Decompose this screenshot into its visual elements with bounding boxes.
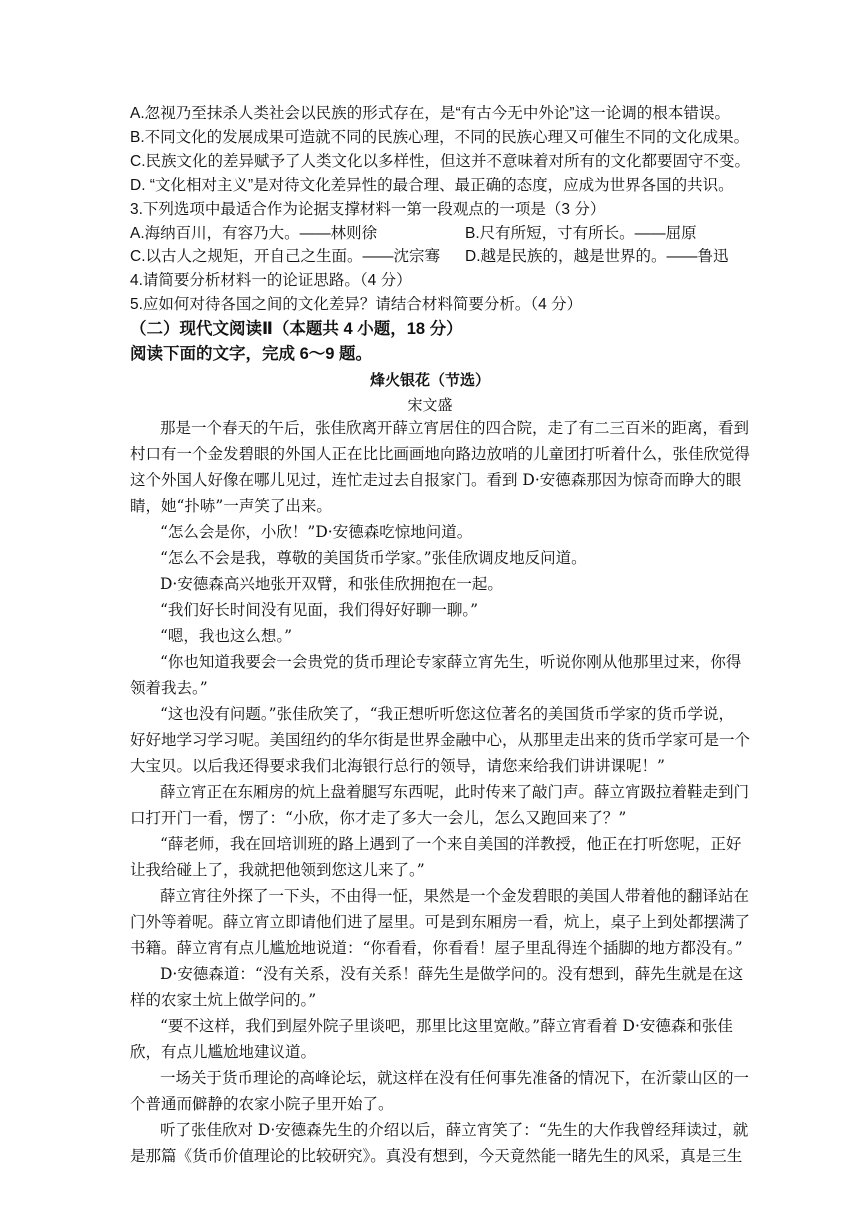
article-line: 睛，她“扑哧”一声笑了出来。 — [130, 497, 332, 515]
article-line: 村口有一个金发碧眼的外国人正在比比画画地向路边放哨的儿童团打听着什么，张佳欣觉得 — [130, 445, 751, 463]
article-line: “薛老师，我在回培训班的路上遇到了一个来自美国的洋教授，他正在打听您呢，正好 — [160, 835, 742, 853]
article-line: 薛立宵往外探了一下头，不由得一怔，果然是一个金发碧眼的美国人带着他的翻译站在 — [160, 887, 750, 905]
q2-option-d: D. “文化相对主义”是对待文化差异性的最合理、最正确的态度，应成为世界各国的共识。 — [130, 177, 734, 194]
article-line: 薛立宵正在东厢房的炕上盘着腿写东西呢，此时传来了敲门声。薛立宵趿拉着鞋走到门 — [160, 783, 750, 801]
q3-option-b: B.尺有所短，寸有所长。——屈原 — [465, 225, 697, 242]
article-line: 口打开门一看，愣了：“小欣，你才走了多大一会儿，怎么又跑回来了？” — [130, 809, 627, 827]
q4-stem: 4.请简要分析材料一的论证思路。（4 分） — [130, 272, 412, 289]
article-line: “这也没有问题。”张佳欣笑了，“我正想听听您这位著名的美国货币学家的货币学说， — [160, 705, 735, 723]
article-line: 好好地学习学习呢。美国纽约的华尔街是世界金融中心，从那里走出来的货币学家可是一个 — [130, 731, 751, 749]
article-title: 烽火银花（节选） — [369, 371, 490, 389]
article-line: “怎么会是你，小欣！”D·安德森吃惊地问道。 — [160, 523, 473, 541]
article-line: 书籍。薛立宵有点儿尴尬地说道：“你看看，你看看！屋子里乱得连个插脚的地方都没有。” — [130, 939, 743, 957]
article-line: 让我给碰上了，我就把他领到您这儿来了。” — [130, 861, 425, 879]
article-line: “你也知道我要会一会贵党的货币理论专家薛立宵先生，听说你刚从他那里过来，你得 — [160, 653, 742, 671]
article-line: 听了张佳欣对 D·安德森先生的介绍以后，薛立宵笑了：“先生的大作我曾经拜读过，就 — [160, 1121, 749, 1139]
article-line: 欣，有点儿尴尬地建议道。 — [130, 1043, 317, 1061]
q5-stem: 5.应如何对待各国之间的文化差异？请结合材料简要分析。（4 分） — [130, 296, 583, 313]
q3-option-d: D.越是民族的，越是世界的。——鲁迅 — [465, 248, 729, 265]
article-line: “怎么不会是我，尊敬的美国货币学家。”张佳欣调皮地反问道。 — [160, 549, 587, 567]
q2-option-b: B.不同文化的发展成果可造就不同的民族心理，不同的民族心理又可催生不同的文化成果。 — [130, 129, 750, 146]
section-heading: （二）现代文阅读Ⅱ（本题共 4 小题，18 分） — [130, 320, 463, 338]
article-line: “要不这样，我们到屋外院子里谈吧，那里比这里宽敞。”薛立宵看着 D·安德森和张佳 — [160, 1017, 733, 1035]
article-line: 这个外国人好像在哪儿见过，连忙走过去自报家门。看到 D·安德森那因为惊奇而睁大的眼 — [130, 471, 742, 489]
article-line: 样的农家土炕上做学问的。” — [130, 991, 317, 1009]
article-line: D·安德森高兴地张开双臂，和张佳欣拥抱在一起。 — [160, 575, 503, 593]
article-line: 领着我去。” — [130, 679, 208, 697]
section-instruction: 阅读下面的文字，完成 6～9 题。 — [130, 345, 373, 363]
article-line: “嗯，我也这么想。” — [160, 627, 293, 645]
article-line: 个普通而僻静的农家小院子里开始了。 — [130, 1095, 394, 1113]
article-line: D·安德森道：“没有关系，没有关系！薛先生是做学问的。没有想到，薛先生就是在这 — [160, 965, 744, 983]
article-line: “我们好长时间没有见面，我们得好好聊一聊。” — [160, 601, 479, 619]
article-line: 门外等着呢。薛立宵立即请他们进了屋里。可是到东厢房一看，炕上，桌子上到处都摆满了 — [130, 913, 751, 931]
q3-option-c: C.以古人之规矩，开自己之生面。——沈宗骞 — [130, 248, 441, 265]
q2-option-a: A.忽视乃至抹杀人类社会以民族的形式存在，是“有古今无中外论”这一论调的根本错误。 — [130, 105, 730, 122]
article-line: 那是一个春天的午后，张佳欣离开薛立宵居住的四合院，走了有二三百米的距离，看到 — [160, 419, 750, 437]
article-line: 一场关于货币理论的高峰论坛，就这样在没有任何事先准备的情况下，在沂蒙山区的一 — [160, 1069, 750, 1087]
q3-stem: 3.下列选项中最适合作为论据支撑材料一第一段观点的一项是（3 分） — [130, 201, 606, 218]
article-line: 是那篇《货币价值理论的比较研究》。真没有想到，今天竟然能一睹先生的风采，真是三生 — [130, 1147, 743, 1165]
article-line: 大宝贝。以后我还得要求我们北海银行总行的领导，请您来给我们讲讲课呢！” — [130, 757, 665, 775]
q2-option-c: C.民族文化的差异赋予了人类文化以多样性，但这并不意味着对所有的文化都要固守不变。 — [130, 153, 751, 170]
q3-option-a: A.海纳百川，有容乃大。——林则徐 — [130, 225, 378, 242]
article-author: 宋文盛 — [407, 396, 453, 414]
